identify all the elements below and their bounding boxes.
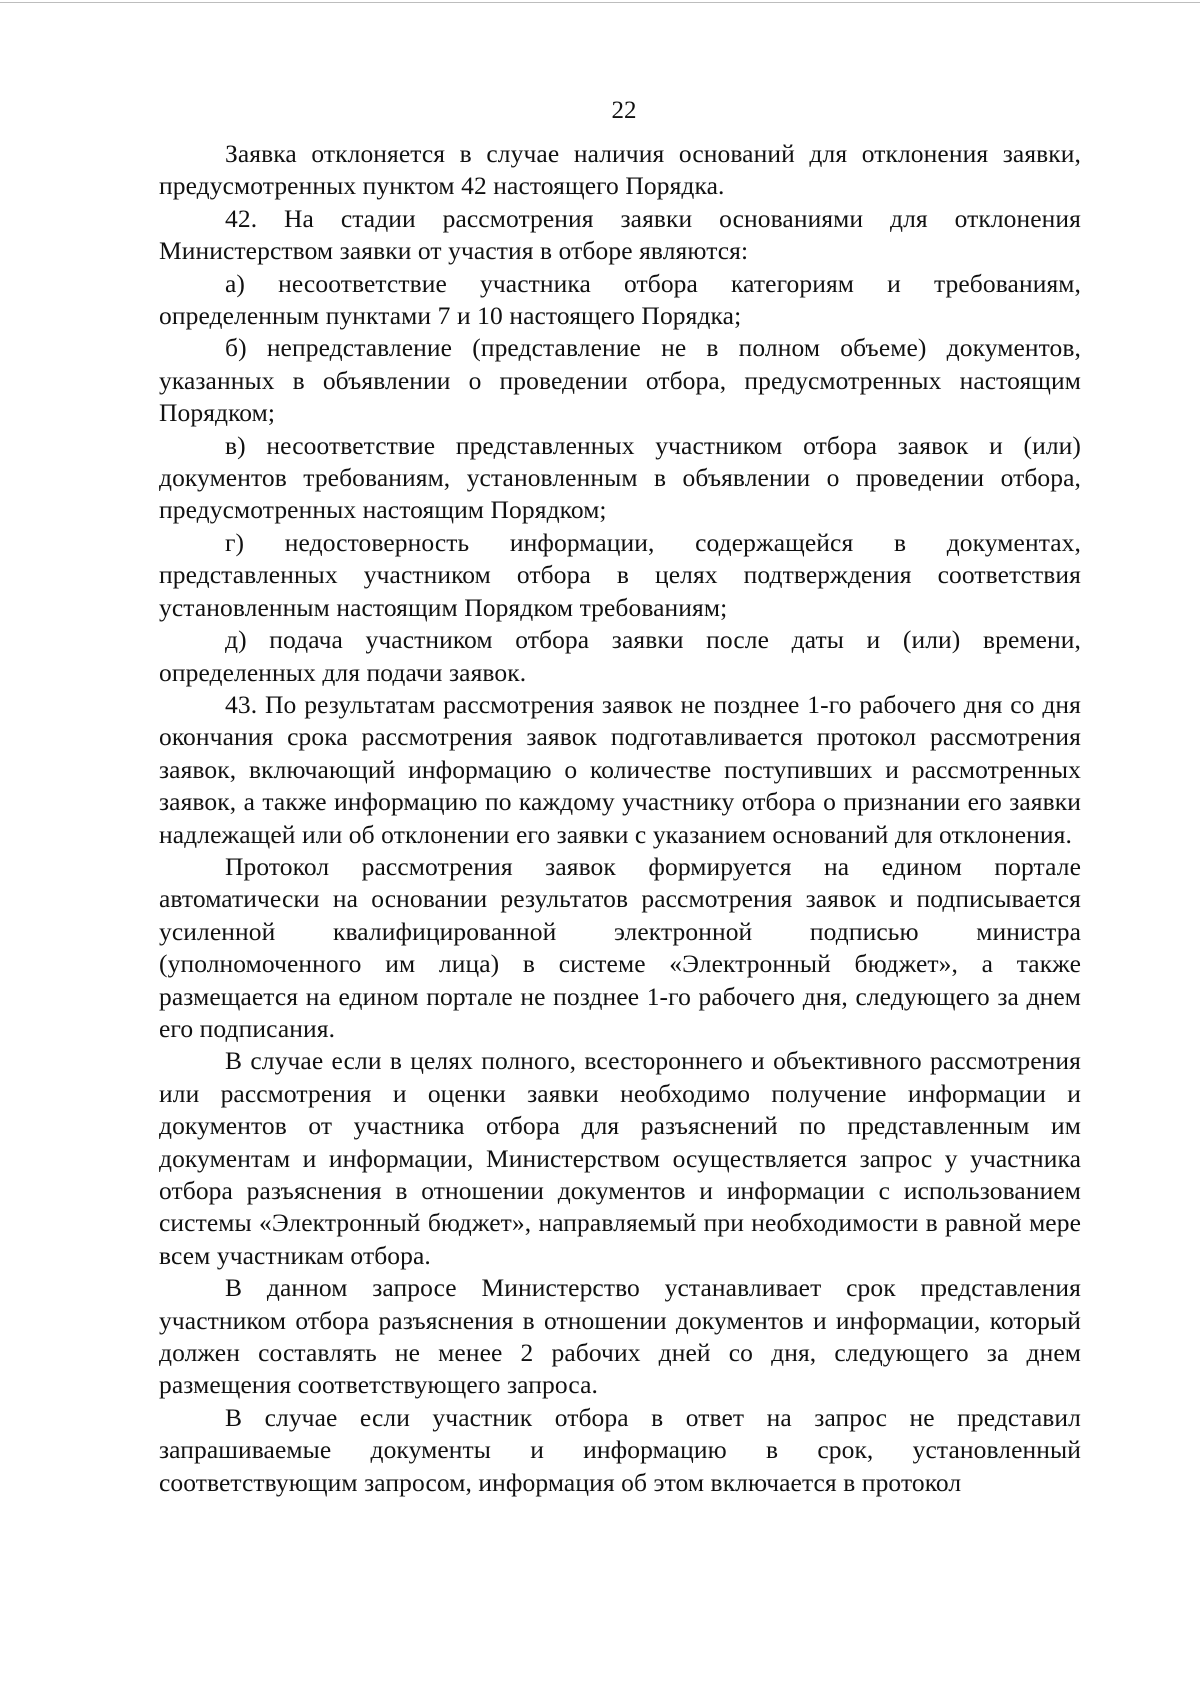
- paragraph-protocol: Протокол рассмотрения заявок формируется на едином портале автоматически на основании результатов рассмотрения заявок и подписывается усиленной квалифицированной электронной подписью министра (уполномоченного им лица) в системе «Электронный бюджет», а также размещается на едином портале не позднее 1-го рабочего дня, следующего за днем его подписания.: [159, 851, 1081, 1043]
- paragraph-item-42-b: б) непредставление (представление не в полном объеме) документов, указанных в объявлении о проведении отбора, предусмотренных настоящим Порядком;: [159, 333, 1081, 428]
- paragraph-clarification-request: В случае если в целях полного, всестороннего и объективного рассмотрения или рассмотрения и оценки заявки необходимо получение информации и документов от участника отбора для разъяснений по представленным им документам и информации, Министерством осуществляется запрос у участника отбора разъяснения в отношении документов и информации с использованием системы «Электронный бюджет», направляемый при необходимости в равной мере всем участникам отбора.: [159, 1046, 1081, 1270]
- paragraph-item-42-v: в) несоответствие представленных участником отбора заявок и (или) документов требованиям, установленным в объявлении о проведении отбора, предусмотренных настоящим Порядком;: [159, 430, 1081, 525]
- paragraph-rejection-basis: Заявка отклоняется в случае наличия оснований для отклонения заявки, предусмотренных пунктом 42 настоящего Порядка.: [159, 139, 1081, 201]
- paragraph-item-42-d: д) подача участником отбора заявки после даты и (или) времени, определенных для подачи заявок.: [159, 625, 1081, 687]
- paragraph-item-42: 42. На стадии рассмотрения заявки основаниями для отклонения Министерством заявки от участия в отборе являются:: [159, 203, 1081, 266]
- paragraph-request-deadline: В данном запросе Министерство устанавливает срок представления участником отбора разъяснения в отношении документов и информации, который должен составлять не менее 2 рабочих дней со дня, следующего за днем размещения соответствующего запроса.: [159, 1273, 1081, 1400]
- paragraph-item-42-g: г) недостоверность информации, содержащейся в документах, представленных участником отбора в целях подтверждения соответствия установленным настоящим Порядком требованиям;: [159, 527, 1081, 622]
- document-page: [159, 96, 1081, 1499]
- paragraph-item-42-a: а) несоответствие участника отбора категориям и требованиям, определенным пунктами 7 и 10 настоящего Порядка;: [159, 268, 1081, 331]
- paragraph-item-43: 43. По результатам рассмотрения заявок не позднее 1-го рабочего дня со дня окончания срока рассмотрения заявок подготавливается протокол рассмотрения заявок, включающий информацию о количестве поступивших и рассмотренных заявок, а также информацию по каждому участнику отбора о признании его заявки надлежащей или об отклонении его заявки с указанием оснований для отклонения.: [159, 689, 1081, 849]
- page-number: 22: [611, 97, 637, 124]
- scan-edge-line: [0, 2, 1200, 3]
- paragraph-no-response: В случае если участник отбора в ответ на запрос не представил запрашиваемые документы и информацию в срок, установленный соответствующим запросом, информация об этом включается в протокол: [159, 1402, 1081, 1497]
